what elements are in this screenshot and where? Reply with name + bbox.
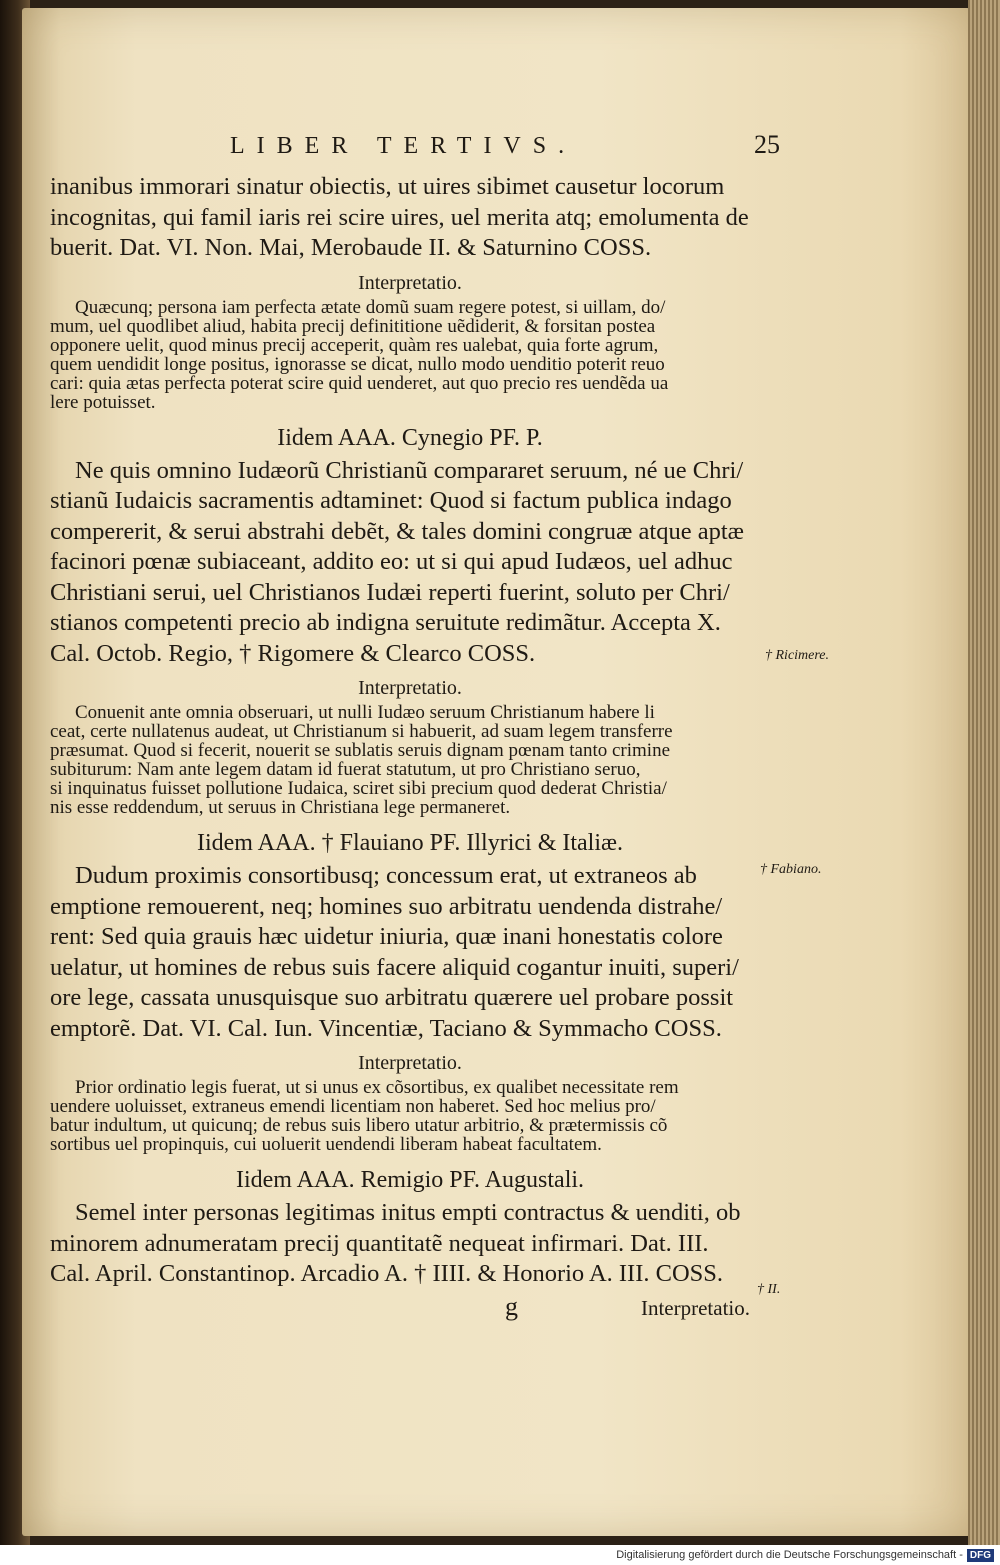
law-heading: Iidem AAA. Cynegio PF. P.: [277, 424, 543, 451]
interpretatio-text: [50, 1078, 770, 1154]
text-line: stianos competenti precio ab indigna seruitute redimãtur. Accepta X.: [50, 609, 721, 636]
text-line: ore lege, cassata unusquisque suo arbitratu quærere uel probare possit: [50, 984, 734, 1011]
text-line: sortibus uel propinquis, cui uoluerit uendendi liberam habeat facultatem.: [50, 1134, 602, 1155]
text-line: ceat, certe nullatenus audeat, ut Christianum si habuerit, ad suam legem transferre: [50, 721, 673, 742]
text-line: Ne quis omnino Iudæorũ Christianũ compararet seruum, né ue Chri/: [75, 456, 744, 484]
text-line: buerit. Dat. VI. Non. Mai, Merobaude II. & Saturnino COSS.: [50, 234, 652, 261]
text-line: uelatur, ut homines de rebus suis facere aliquid cogantur inuiti, superi/: [50, 953, 739, 981]
law-text: [50, 1198, 770, 1290]
law-heading: Iidem AAA. † Flauiano PF. Illyrici & Italiæ.: [196, 830, 624, 856]
law-text: [50, 456, 770, 670]
interpretatio-text: [50, 703, 770, 817]
text-line: opponere uelit, quod minus precij acceperit, quàm res ualebat, quia forte agrum,: [50, 334, 659, 356]
text-line: Christiani serui, uel Christianos Iudæi reperti fuerint, soluto per Chri/: [50, 578, 730, 606]
page-text-block: [50, 130, 780, 1322]
marginal-note: † Ricimere.: [765, 648, 830, 663]
text-line: nis esse reddendum, ut seruus in Christiana lege permaneret.: [50, 797, 511, 818]
marginal-note: † Fabiano.: [760, 862, 822, 877]
text-line: cari: quia ætas perfecta poterat scire quid uenderet, aut quo precio res uendẽda ua: [50, 372, 669, 394]
text-line: emptione remouerent, neq; homines suo arbitratu uendenda distrahe/: [50, 892, 723, 920]
page-number: 25: [754, 130, 780, 159]
text-line: facinori pœnæ subiaceant, addito eo: ut si qui apud Iudæos, uel adhuc: [50, 548, 733, 575]
text-line: lere potuisset.: [50, 391, 156, 413]
text-line: Conuenit ante omnia obseruari, ut nulli Iudæo seruum Christianum habere li: [75, 702, 655, 723]
catchword: Interpretatio.: [640, 1295, 750, 1320]
text-line: Dudum proximis consortibusq; concessum erat, ut extraneos ab: [75, 862, 697, 889]
page-edges: [968, 0, 1000, 1545]
law-heading: Iidem AAA. Remigio PF. Augustali.: [235, 1167, 585, 1193]
text-line: incognitas, qui famil iaris rei scire uires, uel merita atq; emolumenta de: [50, 203, 749, 231]
running-head-title: LIBER TERTIVS.: [230, 133, 577, 159]
law-text: [50, 172, 770, 264]
text-line: si inquinatus fuisset pollutione Iudaica, sciret sibi precium quod dederat Christia/: [50, 778, 667, 799]
interpretatio-text: [50, 298, 770, 412]
text-line: præsumat. Quod si fecerit, nouerit se sublatis seruis dignam pœnam tanto crimine: [50, 740, 671, 761]
text-line: minorem adnumeratam precij quantitatẽ nequeat infirmari. Dat. III.: [50, 1229, 709, 1257]
text-line: emptorẽ. Dat. VI. Cal. Iun. Vincentiæ, Taciano & Symmacho COSS.: [50, 1014, 722, 1042]
signature-mark: g: [505, 1291, 518, 1321]
text-line: batur indultum, ut quicunq; de rebus suis libero utatur arbitrio, & prætermissis cõ: [50, 1115, 668, 1136]
text-line: compererit, & serui abstrahi debẽt, & tales domini congruæ atque aptæ: [50, 517, 744, 545]
text-line: subiturum: Nam ante legem datam id fuerat statutum, ut pro Christiano seruo,: [50, 759, 641, 780]
interpretatio-heading: Interpretatio.: [358, 271, 462, 294]
interpretatio-heading: Interpretatio.: [358, 1052, 462, 1074]
text-line: Prior ordinatio legis fuerat, ut si unus ex cõsortibus, ex qualibet necessitate rem: [75, 1077, 679, 1098]
text-line: uendere uoluisset, extraneus emendi licentiam non haberet. Sed hoc melius pro/: [50, 1096, 656, 1117]
interpretatio-heading: Interpretatio.: [358, 677, 462, 699]
text-line: quem uendidit longe positus, ignorasse se dicat, nullo modo uenditio poterit reuo: [50, 353, 665, 375]
text-line: Cal. Octob. Regio, † Rigomere & Clearco COSS.: [50, 639, 536, 667]
text-line: stianũ Iudaicis sacramentis adtaminet: Quod si factum publica indago: [50, 487, 732, 514]
running-head: [50, 130, 780, 172]
marginal-note: † II.: [757, 1282, 781, 1297]
page-footer: [50, 1292, 770, 1322]
digitization-footer: [0, 1545, 1000, 1565]
text-line: Quæcunq; persona iam perfecta ætate domũ suam regere potest, si uillam, do/: [75, 296, 666, 318]
text-line: mum, uel quodlibet aliud, habita precij definititione uẽdiderit, & forsitan postea: [50, 315, 656, 337]
dfg-logo: DFG: [967, 1549, 994, 1562]
digitization-notice: Digitalisierung gefördert durch die Deutsche Forschungsgemeinschaft -: [616, 1549, 963, 1561]
law-text: [50, 861, 770, 1044]
text-line: rent: Sed quia grauis hæc uidetur iniuria, quæ inani honestatis colore: [50, 923, 723, 950]
text-line: inanibus immorari sinatur obiectis, ut uires sibimet causetur locorum: [50, 173, 725, 200]
text-line: Cal. April. Constantinop. Arcadio A. † IIII. & Honorio A. III. COSS.: [50, 1260, 724, 1287]
text-line: Semel inter personas legitimas initus empti contractus & uenditi, ob: [75, 1199, 741, 1226]
